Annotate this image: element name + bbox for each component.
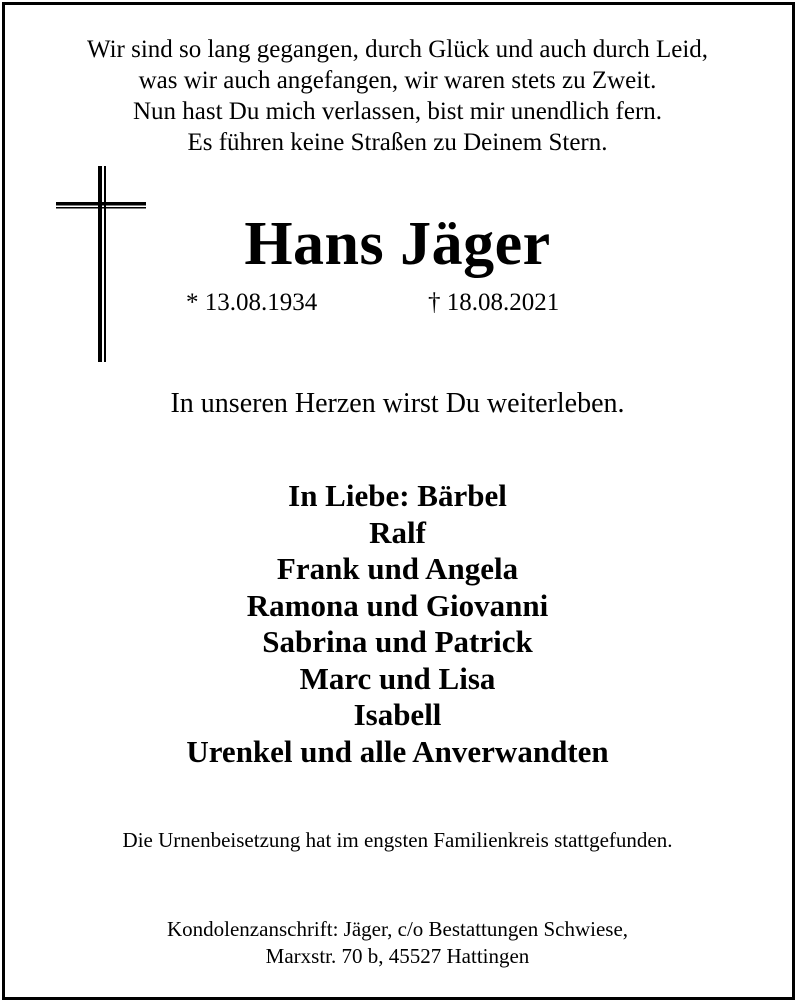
poem [0, 34, 795, 158]
mourners-list [0, 478, 795, 770]
burial-note: Die Urnenbeisetzung hat im engsten Familienkreis stattgefunden. [122, 828, 673, 852]
birth-date: * 13.08.1934 [186, 289, 318, 316]
poem-line: Es führen keine Straßen zu Deinem Stern. [187, 129, 608, 156]
mourner-line: Marc und Lisa [299, 660, 496, 696]
memorial-motto: In unseren Herzen wirst Du weiterleben. [170, 388, 625, 419]
mourner-line: Sabrina und Patrick [262, 624, 533, 659]
death-date: † 18.08.2021 [428, 289, 560, 316]
condolence-address [0, 916, 795, 970]
mourner-line: Isabell [353, 697, 442, 732]
poem-line: Nun hast Du mich verlassen, bist mir unendlich fern. [132, 98, 663, 125]
mourner-line: In Liebe: Bärbel [288, 478, 507, 513]
address-line: Marxstr. 70 b, 45527 Hattingen [265, 944, 530, 968]
mourner-line: Frank und Angela [276, 551, 519, 586]
address-line: Kondolenzanschrift: Jäger, c/o Bestattungen Schwiese, [166, 917, 629, 941]
poem-line: Wir sind so lang gegangen, durch Glück und auch durch Leid, [86, 36, 709, 63]
poem-line: was wir auch angefangen, wir waren stets zu Zweit. [138, 67, 657, 94]
mourner-line: Ralf [369, 514, 426, 550]
mourner-line: Urenkel und alle Anverwandten [186, 733, 609, 769]
deceased-name: Hans Jäger [244, 210, 551, 278]
mourner-line: Ramona und Giovanni [246, 587, 549, 623]
